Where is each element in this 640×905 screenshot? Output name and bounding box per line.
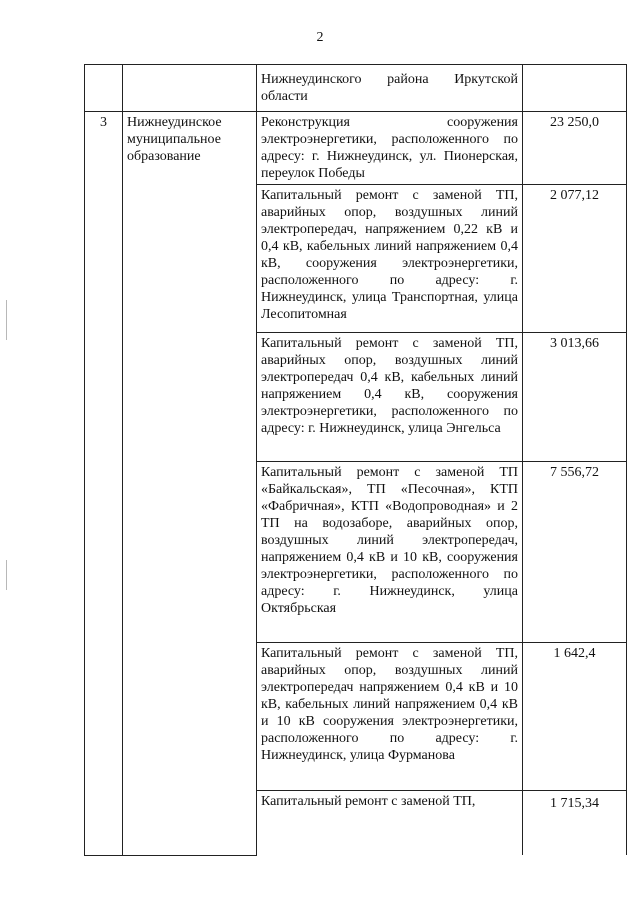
table-row	[85, 112, 627, 185]
amount-cell: 7 556,72	[523, 462, 627, 643]
description-cell: Капитальный ремонт с заменой ТП, аварийных опор, воздушных линий электропередач 0,4 кВ, кабельных линий напряжением 0,4 кВ, сооружения электроэнергетики, расположенного по адресу: г. Нижнеудинск, улица Энгельса	[257, 333, 523, 462]
description-cell: Капитальный ремонт с заменой ТП «Байкальская», ТП «Песочная», КТП «Фабричная», КТП «Водопроводная» и 2 ТП на водозаборе, аварийных опор, воздушных линий электропередач, напряжением 0,4 кВ и 10 кВ, сооружения электроэнергетики, расположенного по адресу: г. Нижнеудинск, улица Октябрьская	[257, 462, 523, 643]
municipality-cell: Нижнеудинское муниципальное образование	[123, 112, 257, 856]
description-cell: Капитальный ремонт с заменой ТП, аварийных опор, воздушных линий электропередач, напряжением 0,22 кВ и 0,4 кВ, кабельных линий напряжением 0,4 кВ, сооружения электроэнергетики, расположенного по адресу: г. Нижнеудинск, улица Транспортная, улица Лесопитомная	[257, 185, 523, 333]
description-cell: Капитальный ремонт с заменой ТП, аварийных опор, воздушных линий электропередач напряжением 0,4 кВ и 10 кВ, кабельных линий напряжением 0,4 кВ и 10 кВ сооружения электроэнергетики, расположенного по адресу: г. Нижнеудинск, улица Фурманова	[257, 643, 523, 791]
row-number-cell: 3	[85, 112, 123, 856]
amount-cell	[523, 65, 627, 112]
description-cell: Реконструкция сооружения электроэнергетики, расположенного по адресу: г. Нижнеудинск, ул. Пионерская, переулок Победы	[257, 112, 523, 185]
description-cell: Капитальный ремонт с заменой ТП,	[257, 791, 523, 856]
scan-edge-mark	[6, 300, 7, 340]
amount-cell: 3 013,66	[523, 333, 627, 462]
scan-edge-mark	[6, 560, 7, 590]
amount-cell: 2 077,12	[523, 185, 627, 333]
amount-cell: 1 715,34	[523, 791, 627, 856]
amount-cell: 23 250,0	[523, 112, 627, 185]
page-number: 2	[316, 30, 324, 45]
row-number-cell	[85, 65, 123, 112]
amount-cell: 1 642,4	[523, 643, 627, 791]
table-row	[85, 65, 627, 112]
municipality-cell	[123, 65, 257, 112]
allocation-table	[84, 64, 627, 856]
description-cell: Нижнеудинского района Иркутской области	[257, 65, 523, 112]
